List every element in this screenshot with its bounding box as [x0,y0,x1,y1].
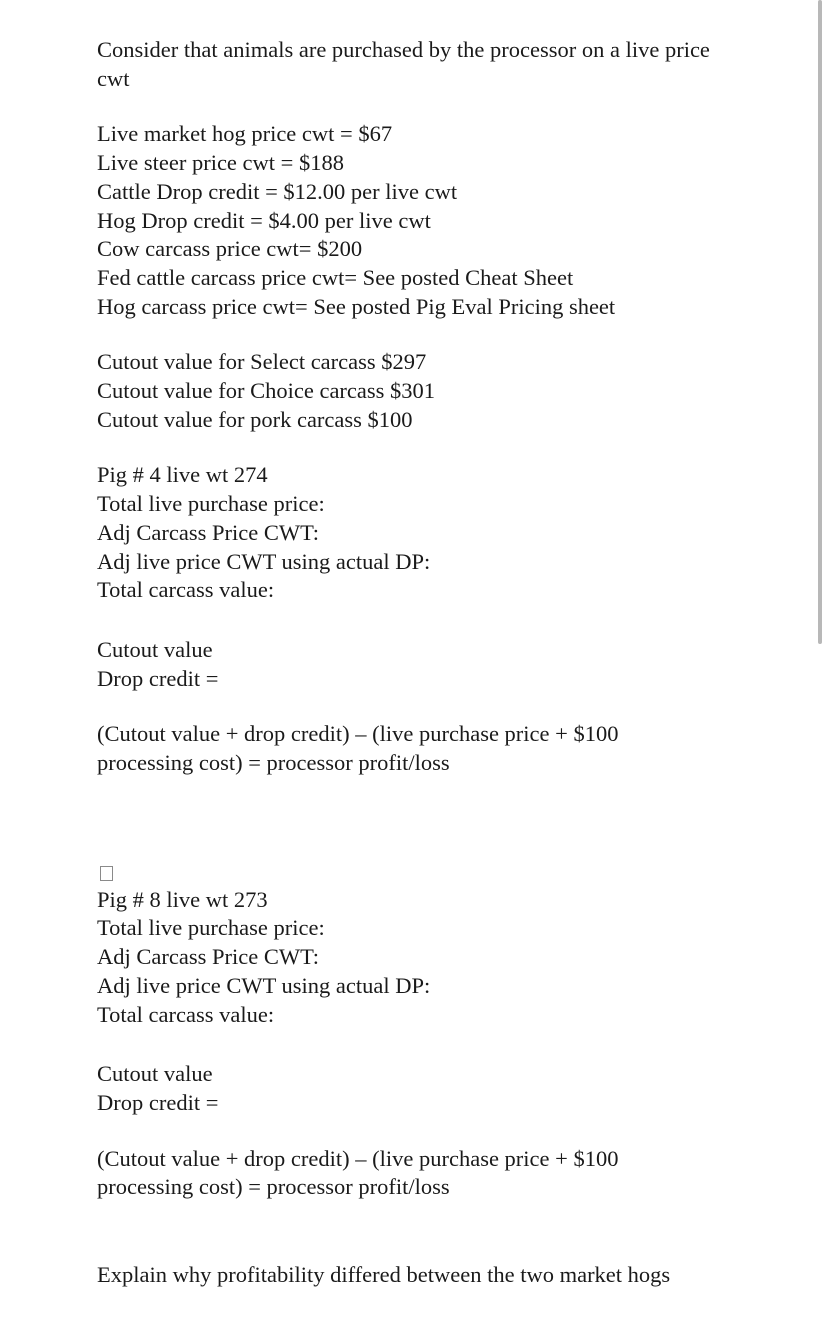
pig4-formula: (Cutout value + drop credit) – (live purchase price + $100 processing cost) = processor profit/loss [97,721,619,776]
pig4-cutout: Cutout value [97,636,213,662]
cutout-line: Cutout value for Choice carcass $301 [97,378,436,404]
pig8-total-carcass: Total carcass value: [97,1001,275,1027]
price-line: Cow carcass price cwt= $200 [97,236,363,262]
scrollbar[interactable] [818,0,822,644]
pig4-total-carcass: Total carcass value: [97,577,275,603]
pig8-cutout: Cutout value [97,1061,213,1087]
question-text: Explain why profitability differed between the two market hogs [97,1262,671,1288]
pig4-drop: Drop credit = [97,665,219,691]
document-body [97,36,737,1290]
cutout-list [97,348,737,434]
cutout-line: Cutout value for pork carcass $100 [97,406,413,432]
pig8-section [97,886,737,1202]
pig4-adj-live: Adj live price CWT using actual DP: [97,548,431,574]
pig8-formula: (Cutout value + drop credit) – (live purchase price + $100 processing cost) = processor profit/loss [97,1145,619,1200]
price-line: Live market hog price cwt = $67 [97,121,393,147]
pig8-adj-carcass: Adj Carcass Price CWT: [97,944,319,970]
price-line: Fed cattle carcass price cwt= See posted Cheat Sheet [97,264,574,290]
pig8-total-live: Total live purchase price: [97,915,325,941]
price-line: Cattle Drop credit = $12.00 per live cwt [97,178,458,204]
pig4-total-live: Total live purchase price: [97,491,325,517]
price-line: Hog Drop credit = $4.00 per live cwt [97,207,431,233]
price-line: Live steer price cwt = $188 [97,150,344,176]
price-line: Hog carcass price cwt= See posted Pig Eval Pricing sheet [97,293,616,319]
pig8-title: Pig # 8 live wt 273 [97,886,268,912]
pig4-title: Pig # 4 live wt 274 [97,462,268,488]
intro-text: Consider that animals are purchased by the processor on a live price cwt [97,37,710,91]
cutout-line: Cutout value for Select carcass $297 [97,349,427,375]
pig8-drop: Drop credit = [97,1089,219,1115]
price-list [97,120,737,321]
checkbox-icon[interactable] [100,866,113,881]
pig4-section [97,461,737,777]
pig4-adj-carcass: Adj Carcass Price CWT: [97,519,319,545]
pig8-adj-live: Adj live price CWT using actual DP: [97,972,431,998]
